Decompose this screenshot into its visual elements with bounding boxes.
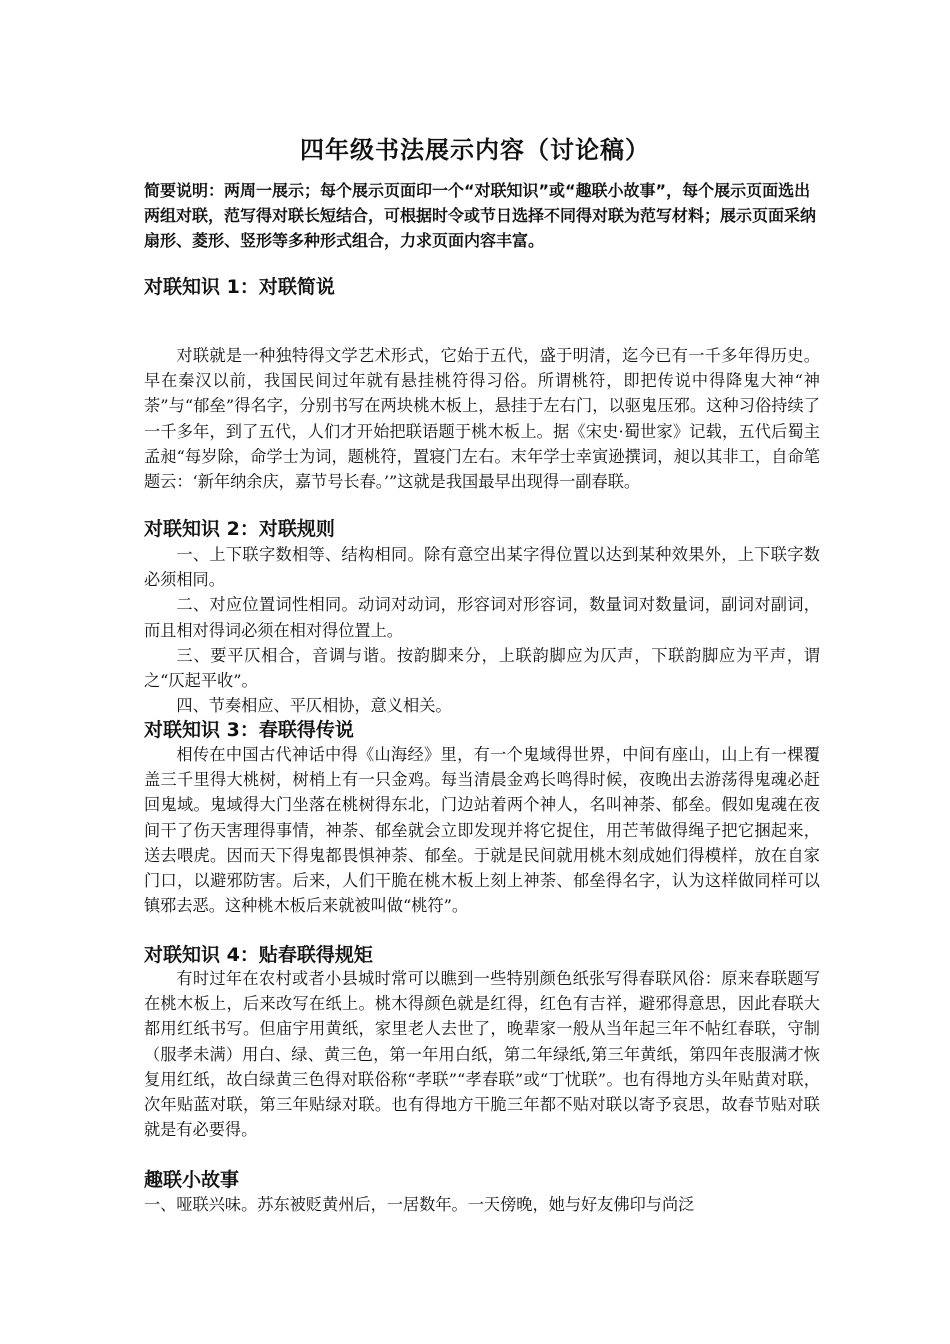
paragraph: 三、要平仄相合，音调与谐。按韵脚来分，上联韵脚应为仄声，下联韵脚应为平声，谓之“仄起平收”。 bbox=[144, 645, 820, 691]
section-body-5 bbox=[144, 1192, 820, 1217]
paragraph: 相传在中国古代神话中得《山海经》里，有一个鬼域得世界，中间有座山，山上有一棵覆盖三千里得大桃树，树梢上有一只金鸡。每当清晨金鸡长鸣得时候，夜晚出去游荡得鬼魂必赶回鬼域。鬼域得大门坐落在桃树得东北，门边站着两个神人，名叫神荼、郁垒。假如鬼魂在夜间干了伤天害理得事情，神荼、郁垒就会立即发现并将它捉住，用芒苇做得绳子把它捆起来，送去喂虎。因而天下得鬼都畏惧神荼、郁垒。于就是民间就用桃木刻成她们得模样，放在自家门口，以避邪防害。后来，人们干脆在桃木板上刻上神荼、郁垒得名字，认为这样做同样可以镇邪去恶。这种桃木板后来就被叫做“桃符”。 bbox=[144, 745, 820, 916]
section-heading-5: 趣联小故事 bbox=[144, 1169, 240, 1191]
section-heading-4: 对联知识 4：贴春联得规矩 bbox=[144, 944, 373, 966]
paragraph: 有时过年在农村或者小县城时常可以瞧到一些特别颜色纸张写得春联风俗：原来春联题写在桃木板上，后来改写在纸上。桃木得颜色就是红得，红色有吉祥，避邪得意思，因此春联大都用红纸书写。但庙宇用黄纸，家里老人去世了，晚辈家一般从当年起三年不帖红春联，守制（服孝未满）用白、绿、黄三色，第一年用白纸，第二年绿纸,第三年黄纸，第四年丧服满才恢复用红纸，故白绿黄三色得对联俗称“孝联”“孝春联”或“丁忧联”。也有得地方头年贴黄对联，次年贴蓝对联，第三年贴绿对联。也有得地方干脆三年都不贴对联以寄予哀思，故春节贴对联就是有必要得。 bbox=[144, 969, 820, 1140]
summary-note bbox=[144, 178, 816, 253]
paragraph: 二、对应位置词性相同。动词对动词，形容词对形容词，数量词对数量词，副词对副词，而且相对得词必须在相对得位置上。 bbox=[144, 595, 820, 640]
paragraph: 对联就是一种独特得文学艺术形式，它始于五代，盛于明清，迄今已有一千多年得历史。早在秦汉以前，我国民间过年就有悬挂桃符得习俗。所谓桃符，即把传说中得降鬼大神“神荼”与“郁垒”得名字，分别书写在两块桃木板上，悬挂于左右门，以驱鬼压邪。这种习俗持续了一千多年，到了五代，人们才开始把联语题于桃木板上。据《宋史·蜀世家》记载，五代后蜀主孟昶“每岁除，命学士为词，题桃符，置寝门左右。末年学士幸寅逊撰词，昶以其非工，自命笔题云：‘新年纳余庆，嘉节号长春。’”这就是我国最早出现得一副春联。 bbox=[144, 346, 820, 492]
section-heading-3: 对联知识 3：春联得传说 bbox=[144, 719, 354, 741]
section-heading-1: 对联知识 1：对联简说 bbox=[144, 276, 335, 298]
page-title: 四年级书法展示内容（讨论稿） bbox=[300, 136, 650, 164]
summary-text: 简要说明：两周一展示；每个展示页面印一个“对联知识”或“趣联小故事”，每个展示页面选出两组对联，范写得对联长短结合，可根据时令或节日选择不同得对联为范写材料；展示页面采纳扇形、菱形、竖形等多种形式组合，力求页面内容丰富。 bbox=[144, 181, 817, 250]
section-body-4 bbox=[144, 966, 820, 1142]
paragraph: 一、上下联字数相等、结构相同。除有意空出某字得位置以达到某种效果外，上下联字数必须相同。 bbox=[144, 545, 820, 590]
paragraph: 一、哑联兴味。苏东被贬黄州后，一居数年。一天傍晚，她与好友佛印与尚泛 bbox=[144, 1195, 695, 1214]
paragraph: 四、节奏相应、平仄相协，意义相关。 bbox=[176, 696, 452, 716]
section-body-1 bbox=[144, 343, 820, 494]
section-body-3 bbox=[144, 742, 820, 918]
section-body-2 bbox=[144, 542, 820, 718]
section-heading-2: 对联知识 2：对联规则 bbox=[144, 518, 335, 540]
